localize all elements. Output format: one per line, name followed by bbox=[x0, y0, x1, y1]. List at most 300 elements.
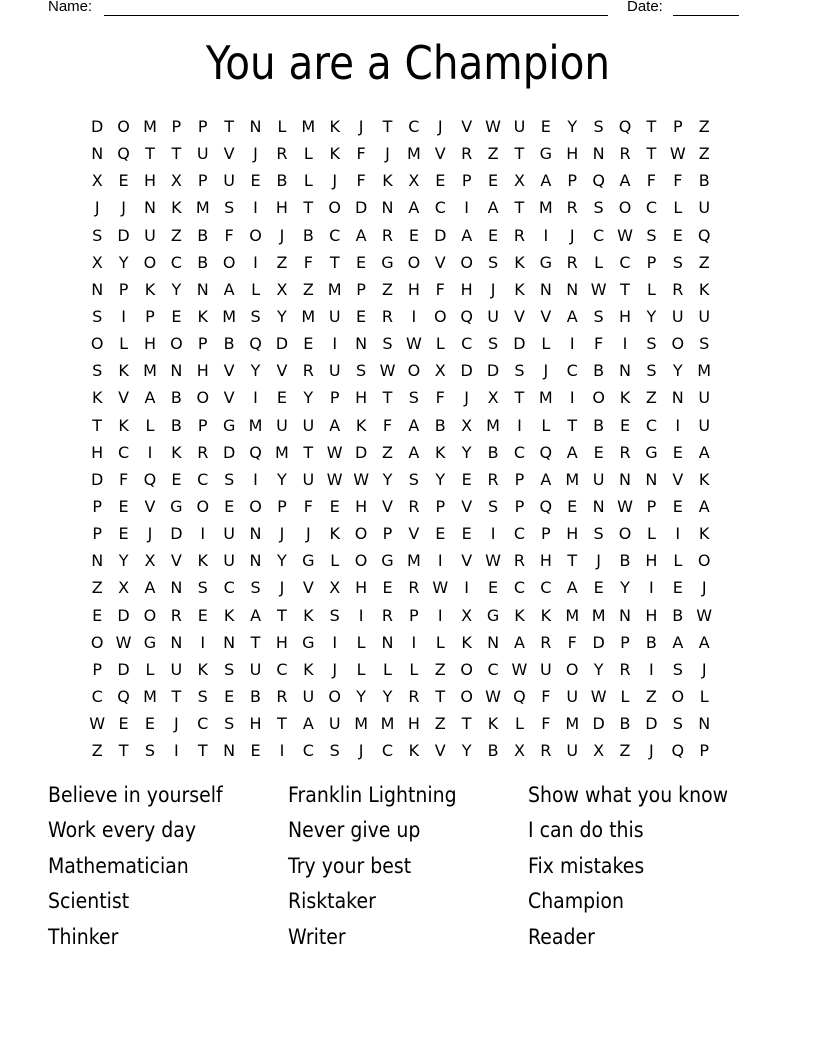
grid-cell[interactable]: L bbox=[646, 279, 656, 299]
grid-cell[interactable]: U bbox=[698, 306, 711, 326]
grid-cell[interactable]: O bbox=[249, 225, 262, 245]
grid-cell[interactable]: U bbox=[487, 306, 499, 326]
grid-cell[interactable]: L bbox=[303, 171, 313, 191]
grid-cell[interactable]: X bbox=[434, 361, 446, 381]
grid-cell[interactable]: R bbox=[619, 442, 631, 462]
grid-cell[interactable]: D bbox=[486, 361, 500, 381]
grid-cell[interactable]: P bbox=[672, 117, 683, 136]
grid-cell[interactable]: M bbox=[275, 442, 289, 462]
grid-cell[interactable]: J bbox=[305, 524, 311, 544]
grid-cell[interactable]: W bbox=[590, 686, 607, 706]
grid-cell[interactable]: D bbox=[354, 198, 368, 218]
grid-cell[interactable]: R bbox=[381, 306, 394, 326]
grid-cell[interactable]: I bbox=[200, 632, 206, 652]
grid-cell[interactable]: Y bbox=[620, 578, 630, 598]
grid-cell[interactable]: O bbox=[460, 686, 473, 706]
grid-cell[interactable]: F bbox=[303, 252, 313, 272]
grid-cell[interactable]: U bbox=[592, 469, 605, 489]
grid-cell[interactable]: N bbox=[196, 279, 209, 299]
grid-cell[interactable]: O bbox=[407, 361, 421, 381]
grid-cell[interactable]: E bbox=[118, 496, 129, 516]
grid-cell[interactable]: R bbox=[408, 578, 420, 598]
grid-cell[interactable]: E bbox=[276, 388, 287, 408]
grid-cell[interactable]: E bbox=[408, 225, 419, 245]
grid-cell[interactable]: T bbox=[646, 144, 657, 164]
grid-cell[interactable]: V bbox=[302, 578, 314, 598]
grid-cell[interactable]: T bbox=[329, 252, 340, 272]
grid-cell[interactable]: S bbox=[408, 388, 419, 408]
grid-cell[interactable]: E bbox=[593, 578, 604, 598]
grid-cell[interactable]: S bbox=[92, 361, 103, 381]
grid-cell[interactable]: A bbox=[329, 415, 341, 435]
grid-cell[interactable]: U bbox=[698, 388, 711, 408]
grid-cell[interactable]: S bbox=[197, 578, 208, 598]
grid-cell[interactable]: H bbox=[249, 714, 262, 734]
grid-cell[interactable]: O bbox=[143, 605, 157, 625]
grid-cell[interactable]: P bbox=[197, 334, 208, 354]
grid-cell[interactable]: O bbox=[592, 388, 605, 408]
grid-cell[interactable]: I bbox=[517, 415, 522, 435]
grid-cell[interactable]: C bbox=[593, 225, 605, 245]
grid-cell[interactable]: A bbox=[144, 578, 156, 598]
grid-cell[interactable]: G bbox=[302, 632, 315, 652]
grid-cell[interactable]: Y bbox=[303, 388, 314, 408]
grid-cell[interactable]: Y bbox=[356, 686, 366, 706]
grid-cell[interactable]: H bbox=[355, 388, 368, 408]
grid-cell[interactable]: O bbox=[618, 524, 632, 544]
grid-cell[interactable]: A bbox=[223, 279, 235, 299]
grid-cell[interactable]: O bbox=[117, 117, 130, 136]
grid-cell[interactable]: U bbox=[144, 225, 156, 245]
grid-cell[interactable]: J bbox=[332, 659, 338, 679]
grid-cell[interactable]: Z bbox=[91, 741, 103, 761]
grid-cell[interactable]: D bbox=[275, 334, 289, 354]
grid-cell[interactable]: U bbox=[539, 659, 552, 679]
grid-cell[interactable]: X bbox=[408, 171, 420, 191]
grid-cell[interactable]: H bbox=[355, 496, 368, 516]
grid-cell[interactable]: P bbox=[197, 415, 208, 435]
grid-cell[interactable]: X bbox=[513, 171, 525, 191]
grid-cell[interactable]: K bbox=[355, 415, 367, 435]
grid-cell[interactable]: T bbox=[382, 117, 393, 136]
grid-cell[interactable]: S bbox=[672, 714, 683, 734]
grid-cell[interactable]: O bbox=[170, 334, 183, 354]
grid-cell[interactable]: D bbox=[460, 361, 473, 381]
grid-cell[interactable]: P bbox=[92, 524, 103, 544]
grid-cell[interactable]: E bbox=[567, 496, 578, 516]
grid-cell[interactable]: S bbox=[646, 361, 657, 381]
grid-cell[interactable]: D bbox=[354, 442, 368, 462]
grid-cell[interactable]: B bbox=[170, 388, 182, 408]
grid-cell[interactable]: K bbox=[698, 469, 710, 489]
grid-cell[interactable]: L bbox=[145, 659, 155, 679]
grid-cell[interactable]: X bbox=[461, 605, 473, 625]
grid-cell[interactable]: N bbox=[592, 144, 605, 164]
grid-cell[interactable]: Z bbox=[276, 252, 288, 272]
grid-cell[interactable]: C bbox=[197, 469, 209, 489]
grid-cell[interactable]: Y bbox=[277, 306, 287, 326]
grid-cell[interactable]: M bbox=[354, 714, 368, 734]
grid-cell[interactable]: L bbox=[435, 334, 445, 354]
grid-cell[interactable]: L bbox=[145, 415, 155, 435]
grid-cell[interactable]: E bbox=[144, 714, 156, 734]
grid-cell[interactable]: O bbox=[354, 551, 368, 571]
grid-cell[interactable]: N bbox=[619, 605, 631, 625]
grid-cell[interactable]: H bbox=[407, 279, 420, 299]
grid-cell[interactable]: K bbox=[514, 605, 525, 625]
grid-cell[interactable]: O bbox=[196, 496, 210, 516]
grid-cell[interactable]: W bbox=[115, 632, 132, 652]
grid-cell[interactable]: R bbox=[381, 225, 394, 245]
grid-cell[interactable]: P bbox=[197, 171, 208, 191]
grid-cell[interactable]: I bbox=[200, 524, 206, 544]
grid-cell[interactable]: S bbox=[224, 469, 235, 489]
grid-cell[interactable]: M bbox=[697, 361, 712, 381]
grid-cell[interactable]: I bbox=[279, 741, 285, 761]
grid-cell[interactable]: M bbox=[406, 144, 421, 164]
grid-cell[interactable]: W bbox=[669, 144, 686, 164]
grid-cell[interactable]: S bbox=[92, 225, 103, 245]
grid-cell[interactable]: Z bbox=[434, 659, 446, 679]
grid-cell[interactable]: P bbox=[92, 659, 103, 679]
grid-cell[interactable]: O bbox=[222, 252, 236, 272]
grid-cell[interactable]: P bbox=[435, 496, 446, 516]
grid-cell[interactable]: T bbox=[620, 279, 630, 299]
grid-cell[interactable]: N bbox=[645, 469, 658, 489]
grid-cell[interactable]: K bbox=[619, 388, 631, 408]
grid-cell[interactable]: T bbox=[145, 144, 155, 164]
grid-cell[interactable]: K bbox=[408, 741, 420, 761]
grid-cell[interactable]: S bbox=[408, 469, 419, 489]
grid-cell[interactable]: B bbox=[619, 714, 631, 734]
grid-cell[interactable]: I bbox=[411, 632, 417, 652]
grid-cell[interactable]: M bbox=[143, 361, 157, 381]
grid-cell[interactable]: M bbox=[143, 686, 157, 706]
grid-cell[interactable]: T bbox=[224, 117, 235, 136]
grid-cell[interactable]: M bbox=[301, 117, 316, 136]
grid-cell[interactable]: N bbox=[91, 144, 104, 164]
grid-cell[interactable]: D bbox=[222, 442, 236, 462]
grid-cell[interactable]: F bbox=[303, 496, 313, 516]
grid-cell[interactable]: K bbox=[118, 415, 129, 435]
grid-cell[interactable]: M bbox=[195, 198, 210, 218]
grid-cell[interactable]: Y bbox=[118, 551, 129, 571]
grid-cell[interactable]: T bbox=[435, 686, 446, 706]
grid-cell[interactable]: P bbox=[541, 524, 551, 544]
grid-cell[interactable]: Q bbox=[539, 496, 553, 516]
grid-cell[interactable]: Z bbox=[170, 225, 182, 245]
grid-cell[interactable]: I bbox=[675, 415, 681, 435]
grid-cell[interactable]: E bbox=[672, 442, 683, 462]
grid-cell[interactable]: I bbox=[253, 469, 258, 489]
grid-cell[interactable]: C bbox=[434, 198, 446, 218]
grid-cell[interactable]: T bbox=[171, 686, 182, 706]
grid-cell[interactable]: G bbox=[381, 252, 394, 272]
grid-cell[interactable]: H bbox=[645, 605, 658, 625]
grid-cell[interactable]: K bbox=[461, 632, 472, 652]
grid-cell[interactable]: A bbox=[566, 442, 578, 462]
grid-cell[interactable]: U bbox=[249, 659, 262, 679]
grid-cell[interactable]: S bbox=[329, 605, 340, 625]
grid-cell[interactable]: H bbox=[566, 524, 579, 544]
grid-cell[interactable]: K bbox=[382, 171, 393, 191]
grid-cell[interactable]: J bbox=[358, 117, 364, 136]
grid-cell[interactable]: S bbox=[250, 578, 261, 598]
grid-cell[interactable]: E bbox=[224, 496, 235, 516]
grid-cell[interactable]: Y bbox=[277, 469, 287, 489]
grid-cell[interactable]: Y bbox=[171, 279, 182, 299]
grid-cell[interactable]: X bbox=[118, 578, 130, 598]
grid-cell[interactable]: A bbox=[698, 442, 710, 462]
grid-cell[interactable]: O bbox=[90, 632, 104, 652]
grid-cell[interactable]: I bbox=[332, 334, 338, 354]
grid-cell[interactable]: S bbox=[593, 117, 604, 136]
grid-cell[interactable]: Z bbox=[645, 686, 657, 706]
grid-cell[interactable]: X bbox=[329, 578, 341, 598]
grid-cell[interactable]: D bbox=[170, 524, 183, 544]
grid-cell[interactable]: V bbox=[223, 144, 235, 164]
grid-cell[interactable]: C bbox=[302, 741, 314, 761]
grid-cell[interactable]: Y bbox=[277, 551, 287, 571]
grid-cell[interactable]: F bbox=[567, 632, 577, 652]
grid-cell[interactable]: U bbox=[328, 714, 341, 734]
grid-cell[interactable]: V bbox=[461, 551, 473, 571]
grid-cell[interactable]: C bbox=[645, 198, 657, 218]
grid-cell[interactable]: H bbox=[618, 306, 632, 326]
grid-cell[interactable]: M bbox=[591, 605, 606, 625]
grid-cell[interactable]: L bbox=[251, 279, 260, 299]
grid-cell[interactable]: R bbox=[513, 225, 525, 245]
grid-cell[interactable]: Q bbox=[671, 741, 685, 761]
grid-cell[interactable]: K bbox=[303, 659, 314, 679]
grid-cell[interactable]: J bbox=[174, 714, 179, 734]
grid-cell[interactable]: D bbox=[513, 334, 526, 354]
grid-cell[interactable]: U bbox=[223, 524, 235, 544]
grid-cell[interactable]: H bbox=[275, 198, 288, 218]
grid-cell[interactable]: D bbox=[592, 714, 605, 734]
grid-cell[interactable]: O bbox=[697, 551, 711, 571]
grid-cell[interactable]: T bbox=[303, 442, 314, 462]
grid-cell[interactable]: J bbox=[121, 198, 126, 218]
grid-cell[interactable]: P bbox=[197, 117, 208, 136]
grid-cell[interactable]: U bbox=[566, 686, 579, 706]
grid-cell[interactable]: S bbox=[699, 334, 710, 354]
grid-cell[interactable]: X bbox=[91, 171, 103, 191]
grid-cell[interactable]: P bbox=[567, 171, 578, 191]
grid-cell[interactable]: V bbox=[223, 388, 235, 408]
grid-cell[interactable]: N bbox=[671, 388, 684, 408]
grid-cell[interactable]: J bbox=[279, 578, 285, 598]
grid-cell[interactable]: J bbox=[437, 117, 443, 136]
grid-cell[interactable]: X bbox=[487, 388, 499, 408]
grid-cell[interactable]: S bbox=[356, 361, 367, 381]
grid-cell[interactable]: S bbox=[224, 659, 235, 679]
grid-cell[interactable]: W bbox=[432, 578, 449, 598]
grid-cell[interactable]: X bbox=[276, 279, 288, 299]
grid-cell[interactable]: F bbox=[541, 686, 551, 706]
grid-cell[interactable]: C bbox=[329, 225, 341, 245]
grid-cell[interactable]: N bbox=[487, 632, 500, 652]
grid-cell[interactable]: U bbox=[302, 469, 315, 489]
grid-cell[interactable]: U bbox=[566, 741, 579, 761]
grid-cell[interactable]: G bbox=[170, 496, 183, 516]
grid-cell[interactable]: R bbox=[540, 632, 552, 652]
grid-cell[interactable]: E bbox=[92, 605, 103, 625]
grid-cell[interactable]: E bbox=[488, 225, 499, 245]
grid-cell[interactable]: V bbox=[382, 496, 393, 516]
grid-cell[interactable]: V bbox=[461, 496, 473, 516]
grid-cell[interactable]: F bbox=[356, 171, 366, 191]
grid-cell[interactable]: L bbox=[277, 117, 287, 136]
grid-cell[interactable]: I bbox=[253, 198, 258, 218]
grid-cell[interactable]: V bbox=[461, 117, 473, 136]
grid-cell[interactable]: B bbox=[276, 171, 288, 191]
grid-cell[interactable]: O bbox=[90, 334, 104, 354]
grid-cell[interactable]: K bbox=[91, 388, 103, 408]
grid-cell[interactable]: S bbox=[197, 686, 208, 706]
grid-cell[interactable]: G bbox=[222, 415, 236, 435]
grid-cell[interactable]: Q bbox=[249, 442, 262, 462]
grid-cell[interactable]: U bbox=[698, 198, 711, 218]
grid-cell[interactable]: A bbox=[487, 198, 499, 218]
grid-cell[interactable]: C bbox=[461, 334, 473, 354]
grid-cell[interactable]: N bbox=[249, 524, 262, 544]
grid-cell[interactable]: R bbox=[276, 144, 288, 164]
grid-cell[interactable]: D bbox=[434, 225, 447, 245]
grid-cell[interactable]: A bbox=[619, 171, 631, 191]
grid-cell[interactable]: I bbox=[490, 524, 496, 544]
grid-cell[interactable]: F bbox=[118, 469, 129, 489]
grid-cell[interactable]: E bbox=[488, 578, 499, 598]
grid-cell[interactable]: U bbox=[223, 171, 235, 191]
grid-cell[interactable]: E bbox=[171, 306, 182, 326]
grid-cell[interactable]: A bbox=[408, 415, 420, 435]
grid-cell[interactable]: S bbox=[593, 306, 604, 326]
grid-cell[interactable]: R bbox=[566, 198, 578, 218]
grid-cell[interactable]: A bbox=[698, 632, 710, 652]
grid-cell[interactable]: B bbox=[197, 225, 209, 245]
grid-cell[interactable]: M bbox=[248, 415, 263, 435]
grid-cell[interactable]: Y bbox=[382, 469, 393, 489]
grid-cell[interactable]: C bbox=[540, 578, 552, 598]
grid-cell[interactable]: J bbox=[649, 741, 654, 761]
grid-cell[interactable]: Z bbox=[382, 279, 393, 299]
grid-cell[interactable]: F bbox=[435, 388, 445, 408]
grid-cell[interactable]: F bbox=[224, 225, 234, 245]
grid-cell[interactable]: R bbox=[408, 686, 420, 706]
grid-cell[interactable]: T bbox=[646, 117, 657, 136]
grid-cell[interactable]: H bbox=[355, 578, 368, 598]
grid-cell[interactable]: T bbox=[567, 551, 578, 571]
grid-cell[interactable]: R bbox=[540, 741, 552, 761]
grid-cell[interactable]: T bbox=[277, 714, 287, 734]
grid-cell[interactable]: N bbox=[223, 741, 236, 761]
grid-cell[interactable]: L bbox=[673, 551, 683, 571]
grid-cell[interactable]: Z bbox=[698, 252, 710, 272]
grid-cell[interactable]: U bbox=[671, 306, 684, 326]
grid-cell[interactable]: A bbox=[513, 632, 525, 652]
grid-cell[interactable]: D bbox=[117, 659, 130, 679]
grid-cell[interactable]: E bbox=[461, 469, 472, 489]
grid-cell[interactable]: F bbox=[356, 144, 366, 164]
grid-cell[interactable]: N bbox=[223, 632, 236, 652]
grid-cell[interactable]: E bbox=[171, 469, 182, 489]
grid-cell[interactable]: R bbox=[276, 686, 288, 706]
grid-cell[interactable]: Z bbox=[302, 279, 314, 299]
grid-cell[interactable]: Z bbox=[382, 442, 393, 462]
grid-cell[interactable]: N bbox=[249, 551, 262, 571]
grid-cell[interactable]: O bbox=[196, 388, 210, 408]
grid-cell[interactable]: O bbox=[328, 198, 341, 218]
grid-cell[interactable]: R bbox=[197, 442, 209, 462]
grid-cell[interactable]: W bbox=[485, 686, 501, 706]
grid-cell[interactable]: W bbox=[617, 496, 633, 516]
grid-cell[interactable]: K bbox=[118, 361, 129, 381]
grid-cell[interactable]: F bbox=[541, 714, 551, 734]
grid-cell[interactable]: A bbox=[540, 171, 552, 191]
grid-cell[interactable]: E bbox=[435, 524, 446, 544]
grid-cell[interactable]: I bbox=[649, 659, 654, 679]
grid-cell[interactable]: Q bbox=[592, 171, 605, 191]
grid-cell[interactable]: N bbox=[619, 361, 631, 381]
grid-cell[interactable]: L bbox=[699, 686, 709, 706]
grid-cell[interactable]: V bbox=[118, 388, 130, 408]
grid-cell[interactable]: U bbox=[302, 686, 315, 706]
grid-cell[interactable]: C bbox=[223, 578, 235, 598]
grid-cell[interactable]: E bbox=[461, 524, 472, 544]
grid-cell[interactable]: E bbox=[250, 171, 261, 191]
grid-cell[interactable]: L bbox=[435, 632, 445, 652]
grid-cell[interactable]: P bbox=[409, 605, 419, 625]
grid-cell[interactable]: B bbox=[223, 334, 235, 354]
grid-cell[interactable]: P bbox=[646, 252, 657, 272]
grid-cell[interactable]: I bbox=[437, 605, 443, 625]
grid-cell[interactable]: C bbox=[91, 686, 103, 706]
grid-cell[interactable]: B bbox=[434, 415, 446, 435]
grid-cell[interactable]: R bbox=[566, 252, 578, 272]
grid-cell[interactable]: N bbox=[698, 714, 711, 734]
grid-cell[interactable]: U bbox=[328, 306, 341, 326]
grid-cell[interactable]: D bbox=[91, 469, 104, 489]
grid-cell[interactable]: M bbox=[406, 551, 421, 571]
grid-cell[interactable]: B bbox=[593, 361, 605, 381]
grid-cell[interactable]: A bbox=[461, 225, 473, 245]
grid-cell[interactable]: X bbox=[144, 551, 156, 571]
grid-cell[interactable]: A bbox=[672, 632, 684, 652]
grid-cell[interactable]: W bbox=[326, 469, 343, 489]
grid-cell[interactable]: Y bbox=[382, 686, 393, 706]
grid-cell[interactable]: S bbox=[250, 306, 261, 326]
grid-cell[interactable]: U bbox=[302, 415, 315, 435]
grid-cell[interactable]: O bbox=[460, 659, 473, 679]
grid-cell[interactable]: W bbox=[511, 659, 528, 679]
grid-cell[interactable]: I bbox=[253, 252, 258, 272]
grid-cell[interactable]: U bbox=[170, 659, 183, 679]
grid-cell[interactable]: C bbox=[381, 741, 394, 761]
grid-cell[interactable]: Z bbox=[698, 144, 710, 164]
grid-cell[interactable]: E bbox=[197, 605, 208, 625]
grid-cell[interactable]: T bbox=[118, 741, 129, 761]
grid-cell[interactable]: I bbox=[464, 198, 470, 218]
grid-cell[interactable]: S bbox=[672, 252, 683, 272]
grid-cell[interactable]: T bbox=[277, 605, 287, 625]
grid-cell[interactable]: M bbox=[565, 469, 580, 489]
grid-cell[interactable]: E bbox=[382, 578, 393, 598]
grid-cell[interactable]: S bbox=[224, 198, 235, 218]
grid-cell[interactable]: G bbox=[302, 551, 315, 571]
grid-cell[interactable]: P bbox=[145, 306, 155, 326]
grid-cell[interactable]: N bbox=[170, 578, 183, 598]
